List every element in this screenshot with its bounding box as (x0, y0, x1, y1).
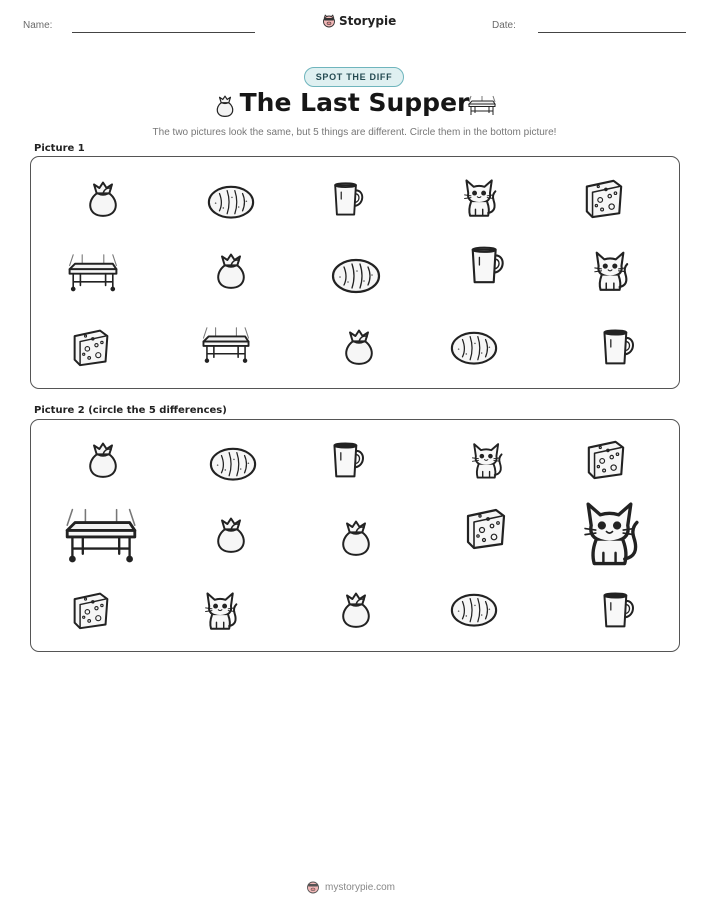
mug-icon[interactable] (599, 590, 639, 635)
brand-name: Storypie (339, 14, 397, 28)
activity-badge: SPOT THE DIFF (304, 67, 404, 87)
picture-2-panel[interactable] (30, 419, 680, 652)
footer-pig-icon (306, 880, 320, 894)
title-table-icon (467, 95, 497, 122)
bread-loaf-icon[interactable] (449, 590, 499, 633)
cat-icon[interactable] (202, 588, 240, 636)
sponge-cake-icon[interactable] (583, 177, 625, 224)
bread-loaf-icon[interactable] (206, 182, 256, 225)
money-bag-icon[interactable] (213, 251, 249, 296)
cat-icon[interactable] (591, 247, 631, 298)
page-title: The Last Supper (239, 88, 470, 117)
bread-loaf-icon[interactable] (330, 255, 382, 300)
date-label: Date: (492, 20, 516, 31)
sponge-cake-icon[interactable] (585, 438, 627, 485)
instructions: The two pictures look the same, but 5 things are different. Circle them in the bottom picture! (152, 127, 557, 138)
sponge-cake-icon[interactable] (71, 590, 111, 635)
name-line[interactable] (72, 32, 255, 33)
mug-icon[interactable] (329, 440, 369, 485)
bread-loaf-icon[interactable] (208, 444, 258, 487)
mug-icon[interactable] (467, 244, 509, 291)
cat-icon[interactable] (461, 175, 499, 223)
cat-icon[interactable] (579, 495, 643, 573)
footer-url[interactable]: mystorypie.com (325, 881, 396, 893)
bread-loaf-icon[interactable] (449, 328, 499, 371)
money-bag-icon[interactable] (213, 515, 249, 560)
money-bag-icon[interactable] (85, 179, 121, 224)
footer (306, 880, 395, 894)
money-bag-icon[interactable] (338, 590, 374, 635)
sponge-cake-icon[interactable] (464, 506, 508, 555)
money-bag-icon[interactable] (341, 327, 377, 372)
money-bag-icon[interactable] (85, 440, 121, 485)
picture-2-label: Picture 2 (circle the 5 differences) (34, 405, 227, 416)
table-icon[interactable] (62, 507, 140, 569)
picture-1-panel[interactable] (30, 156, 680, 389)
brand-logo (322, 14, 396, 28)
mug-icon[interactable] (330, 180, 368, 223)
money-bag-icon[interactable] (338, 518, 374, 563)
table-icon[interactable] (66, 253, 120, 298)
table-icon[interactable] (200, 326, 252, 369)
mug-icon[interactable] (599, 327, 639, 372)
name-label: Name: (23, 20, 53, 31)
picture-1-label: Picture 1 (34, 143, 85, 154)
pig-icon (322, 14, 336, 28)
cat-icon[interactable] (469, 439, 505, 485)
date-line[interactable] (538, 32, 686, 33)
sponge-cake-icon[interactable] (71, 327, 111, 372)
